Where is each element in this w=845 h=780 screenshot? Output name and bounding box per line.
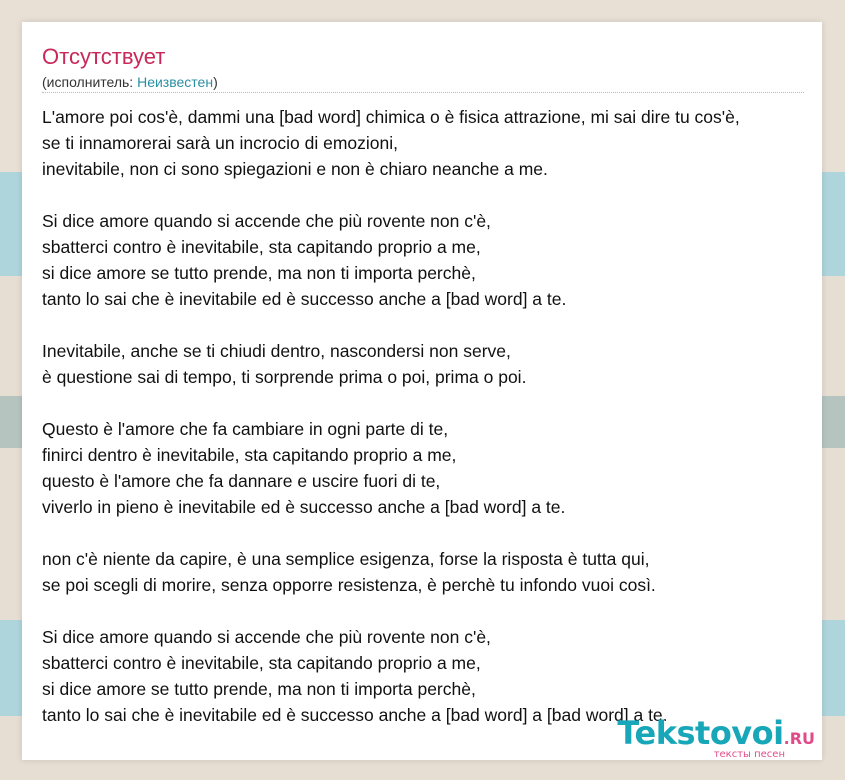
watermark-logo-text: Tekstovoi	[617, 714, 784, 752]
song-title: Отсутствует	[42, 44, 166, 69]
artist-prefix: (исполнитель:	[42, 74, 138, 90]
stanza	[42, 416, 822, 520]
stanza	[42, 104, 822, 182]
lyric-line: sbatterci contro è inevitabile, sta capitando proprio a me,	[42, 653, 481, 673]
lyric-line: sbatterci contro è inevitabile, sta capitando proprio a me,	[42, 237, 481, 257]
lyric-line: L'amore poi cos'è, dammi una [bad word] chimica o è fisica attrazione, mi sai dire tu cos'è,	[42, 107, 740, 127]
lyric-line: Si dice amore quando si accende che più rovente non c'è,	[42, 211, 491, 231]
lyric-line: Inevitabile, anche se ti chiudi dentro, nascondersi non serve,	[42, 341, 511, 361]
watermark-tagline: тексты песен	[713, 749, 785, 760]
lyric-line: si dice amore se tutto prende, ma non ti importa perchè,	[42, 679, 476, 699]
site-watermark	[617, 714, 815, 760]
lyrics-card	[22, 22, 822, 760]
artist-link[interactable]: Неизвестен	[137, 74, 214, 90]
lyric-line: finirci dentro è inevitabile, sta capitando proprio a me,	[42, 445, 457, 465]
lyrics-text	[42, 104, 822, 754]
lyric-line: tanto lo sai che è inevitabile ed è successo anche a [bad word] a [bad word] a te.	[42, 705, 668, 725]
lyric-line: è questione sai di tempo, ti sorprende prima o poi, prima o poi.	[42, 367, 527, 387]
stanza	[42, 624, 822, 728]
lyric-line: inevitabile, non ci sono spiegazioni e non è chiaro neanche a me.	[42, 159, 548, 179]
lyric-line: Questo è l'amore che fa cambiare in ogni parte di te,	[42, 419, 449, 439]
stanza	[42, 338, 822, 390]
lyric-line: si dice amore se tutto prende, ma non ti importa perchè,	[42, 263, 476, 283]
artist-line	[42, 73, 218, 91]
lyric-line: questo è l'amore che fa dannare e uscire fuori di te,	[42, 471, 441, 491]
stanza	[42, 546, 822, 598]
lyric-line: Si dice amore quando si accende che più rovente non c'è,	[42, 627, 491, 647]
lyric-line: tanto lo sai che è inevitabile ed è successo anche a [bad word] a te.	[42, 289, 567, 309]
lyric-line: se ti innamorerai sarà un incrocio di emozioni,	[42, 133, 398, 153]
watermark-domain: .RU	[783, 729, 815, 748]
artist-suffix: )	[213, 74, 218, 90]
lyric-line: se poi scegli di morire, senza opporre resistenza, è perchè tu infondo vuoi così.	[42, 575, 656, 595]
title-divider	[42, 92, 804, 93]
lyric-line: viverlo in pieno è inevitabile ed è successo anche a [bad word] a te.	[42, 497, 566, 517]
lyric-line: non c'è niente da capire, è una semplice esigenza, forse la risposta è tutta qui,	[42, 549, 650, 569]
stanza	[42, 208, 822, 312]
